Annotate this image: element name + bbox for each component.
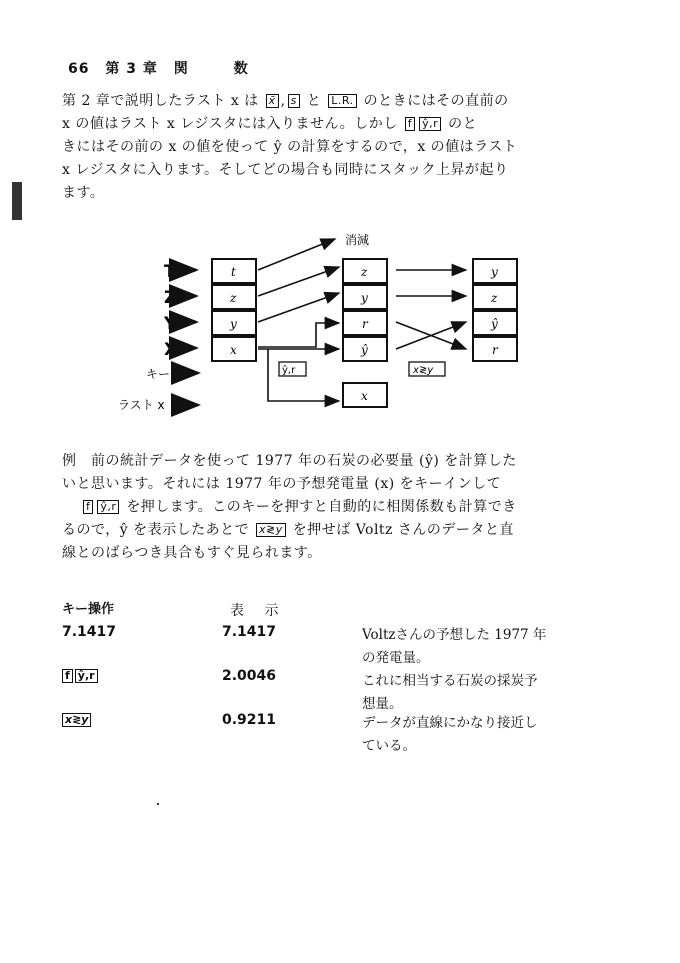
- text: を押します。このキーを押すと自動的に相関係数も計算でき: [126, 499, 517, 515]
- note-line: これに相当する石炭の採炭予: [362, 673, 538, 689]
- row-label-y: Y: [164, 314, 177, 334]
- text: x の値はラスト x レジスタには入りません。しかし: [62, 116, 398, 132]
- cell-after-y: y: [491, 265, 498, 279]
- note-line: ている。: [362, 738, 416, 754]
- row1-note: [362, 624, 602, 670]
- swap-arrows: [396, 270, 466, 349]
- note-line: Voltzさんの予想した 1977 年: [362, 627, 547, 643]
- xbar-key: x̄: [266, 94, 279, 108]
- note-line: の発電量。: [362, 650, 430, 666]
- text: 第 2 章で説明したラスト x は: [62, 93, 259, 109]
- lr-key: L.R.: [328, 94, 356, 108]
- cell-z: z: [230, 291, 237, 305]
- column-header-display: 表 示: [230, 603, 287, 619]
- row2-display: 2.0046: [222, 668, 277, 684]
- paragraph-example: [62, 450, 602, 565]
- row3-display: 0.9211: [222, 712, 277, 728]
- cell-after-yhat: ŷ: [491, 317, 498, 331]
- swap-key-diagram-label: x≷y: [413, 365, 434, 376]
- stray-dot: [157, 803, 159, 805]
- text: 例 前の統計データを使って 1977 年の石炭の必要量 (ŷ) を計算した: [62, 453, 517, 469]
- f-key: f: [62, 669, 73, 683]
- row-label-t: T: [164, 262, 176, 282]
- cell-t: t: [231, 265, 236, 279]
- cell-mid-yhat: ŷ: [361, 343, 368, 357]
- text: のと: [448, 116, 478, 132]
- row-label-x: X: [164, 340, 178, 360]
- paragraph-lastx: [62, 90, 602, 205]
- chapter-label: 第 3 章: [105, 61, 158, 77]
- cell-after-z: z: [491, 291, 498, 305]
- text: ます。: [62, 185, 105, 201]
- row3-note: [362, 712, 602, 758]
- text: 線とのばらつき具合もすぐ見られます。: [62, 545, 322, 561]
- s-key: s: [288, 94, 300, 108]
- cell-y: y: [230, 317, 237, 331]
- text: のときにはその直前の: [363, 93, 509, 109]
- cell-after-r: r: [492, 343, 498, 357]
- yr-key-diagram-label: ŷ,r: [282, 365, 296, 376]
- discard-label: 消減: [345, 233, 370, 247]
- yr-key: ŷ,r: [419, 117, 441, 131]
- column-header-keys: キー操作: [62, 602, 115, 617]
- row2-key: [62, 668, 100, 684]
- yr-key: ŷ,r: [97, 500, 119, 514]
- f-key: f: [405, 117, 415, 131]
- cell-mid-y: y: [361, 291, 368, 305]
- text: x レジスタに入ります。そしてどの場合も同時にスタック上昇が起り: [62, 162, 509, 178]
- page-number: 66: [68, 61, 90, 77]
- key-label: キー: [146, 367, 171, 381]
- cell-x: x: [230, 343, 237, 357]
- row2-note: [362, 670, 602, 716]
- cell-mid-z: z: [361, 265, 368, 279]
- shift-arrows: [258, 239, 339, 401]
- yr-key: ŷ,r: [75, 669, 98, 683]
- text: と: [306, 93, 322, 109]
- row-label-z: Z: [164, 288, 177, 308]
- stack-diagram: [100, 225, 620, 425]
- swap-key: x≷y: [62, 713, 91, 727]
- swap-key: x≷y: [256, 523, 286, 537]
- page-header: [68, 58, 259, 78]
- text: いと思います。それには 1977 年の予想発電量 (x) をキーインして: [62, 476, 502, 492]
- row1-key: 7.1417: [62, 624, 117, 640]
- note-line: 想量。: [362, 696, 403, 712]
- text: を押せば Voltz さんのデータと直: [292, 522, 514, 538]
- text: きにはその前の x の値を使って ŷ の計算をするので，x の値はラスト: [62, 139, 518, 155]
- row-arrows: [182, 270, 198, 405]
- side-index-tab: [12, 182, 22, 220]
- lastx-label: ラスト x: [118, 398, 165, 412]
- f-key: f: [83, 500, 93, 514]
- text: ,: [280, 93, 286, 109]
- row3-key: [62, 712, 91, 728]
- row1-display: 7.1417: [222, 624, 277, 640]
- cell-lastx: x: [361, 389, 368, 403]
- chapter-title: 関 数: [173, 61, 249, 77]
- cell-mid-r: r: [362, 317, 368, 331]
- note-line: データが直線にかなり接近し: [362, 715, 538, 731]
- text: るので，ŷ を表示したあとで: [62, 522, 250, 538]
